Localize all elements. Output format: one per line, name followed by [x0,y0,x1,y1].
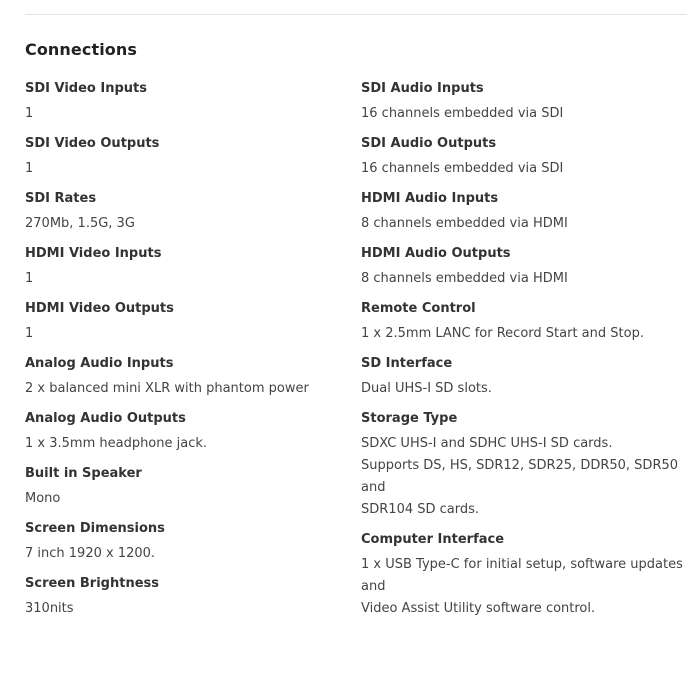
spec-label: SDI Audio Outputs [361,136,497,151]
spec-value: 270Mb, 1.5G, 3G [25,216,135,231]
spec-value: 1 x 2.5mm LANC for Record Start and Stop. [361,326,644,341]
spec-value: SDR104 SD cards. [361,502,480,517]
spec-label: SDI Video Inputs [25,81,147,96]
spec-item [361,531,691,620]
specs-column-left [25,80,345,630]
spec-value: Mono [25,491,61,506]
spec-label: SDI Video Outputs [25,136,160,151]
spec-label: HDMI Audio Outputs [361,246,511,261]
spec-item [25,520,345,565]
spec-item [25,190,345,235]
spec-value: 8 channels embedded via HDMI [361,216,568,231]
spec-item [361,190,691,235]
spec-value: 8 channels embedded via HDMI [361,271,568,286]
spec-item [361,410,691,521]
spec-label: HDMI Video Inputs [25,246,162,261]
spec-item [361,80,691,125]
spec-label: Remote Control [361,301,476,316]
spec-label: HDMI Video Outputs [25,301,174,316]
spec-item [25,135,345,180]
spec-item [25,465,345,510]
spec-value: 16 channels embedded via SDI [361,106,564,121]
spec-item [361,355,691,400]
spec-label: SDI Audio Inputs [361,81,484,96]
spec-item [361,300,691,345]
spec-label: Analog Audio Inputs [25,356,174,371]
spec-value: 310nits [25,601,74,616]
top-divider [25,14,687,15]
spec-item [25,245,345,290]
spec-value: 1 x USB Type-C for initial setup, software updates and [361,557,683,594]
spec-item [25,410,345,455]
spec-value: 2 x balanced mini XLR with phantom power [25,381,309,396]
section-title: Connections [25,40,137,59]
specs-column-right [361,80,691,630]
spec-item [361,135,691,180]
spec-label: SD Interface [361,356,453,371]
spec-value: 1 x 3.5mm headphone jack. [25,436,208,451]
spec-value: Video Assist Utility software control. [361,601,596,616]
spec-label: SDI Rates [25,191,97,206]
spec-value: 1 [25,161,34,176]
spec-label: Analog Audio Outputs [25,411,186,426]
spec-label: Built in Speaker [25,466,142,481]
spec-value: 1 [25,106,34,121]
spec-value: 16 channels embedded via SDI [361,161,564,176]
spec-value: 1 [25,271,34,286]
spec-value: 1 [25,326,34,341]
spec-item [25,300,345,345]
spec-value: SDXC UHS-I and SDHC UHS-I SD cards. [361,436,613,451]
spec-value: Supports DS, HS, SDR12, SDR25, DDR50, SDR50 and [361,458,679,495]
spec-item [25,575,345,620]
spec-label: Screen Dimensions [25,521,165,536]
spec-item [25,355,345,400]
spec-item [25,80,345,125]
spec-label: Storage Type [361,411,458,426]
spec-value: 7 inch 1920 x 1200. [25,546,156,561]
spec-label: Computer Interface [361,532,505,547]
spec-item [361,245,691,290]
spec-label: HDMI Audio Inputs [361,191,499,206]
spec-value: Dual UHS-I SD slots. [361,381,492,396]
spec-label: Screen Brightness [25,576,159,591]
